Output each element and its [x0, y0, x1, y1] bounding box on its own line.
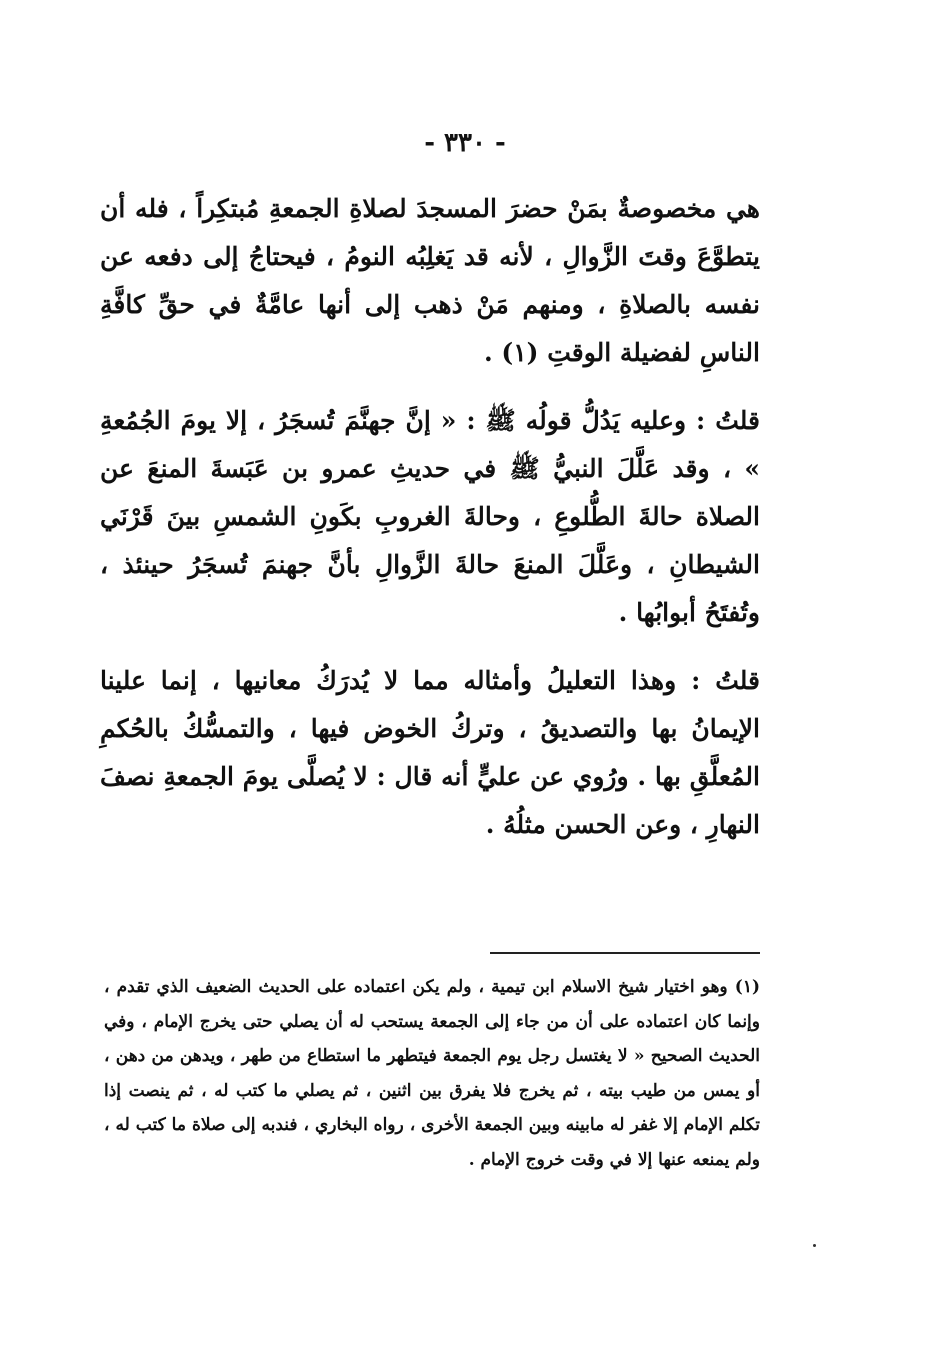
paragraph-1: هي مخصوصةٌ بمَنْ حضرَ المسجدَ لصلاةِ الجمعةِ مُبتكِراً ، فله أن يتطوَّعَ وقتَ الزَّوالِ ، لأنه قد يَغلِبُه النومُ ، فيحتاجُ إلى دفعه عن نفسه بالصلاةِ ، ومنهم مَنْ ذهب إلى أنها عامَّةٌ في حقِّ كافَّةِ الناسِ لفضيلة الوقتِ (١) . [100, 194, 760, 367]
scan-speck [813, 1244, 816, 1247]
main-text-body [100, 185, 760, 849]
paragraph-3: قلتُ : وهذا التعليلُ وأمثاله مما لا يُدرَكُ معانيها ، إنما علينا الإيمانُ بها والتصديقُ ، وتركُ الخوض فيها ، والتمسُّكُ بالحُكمِ المُعلَّقِ بها . ورُوي عن عليٍّ أنه قال : لا يُصلَّى يومَ الجمعةِ نصفَ النهارِ ، وعن الحسن مثلُهُ . [100, 666, 760, 839]
footnote [104, 970, 760, 1177]
footnote-separator [490, 952, 760, 954]
page-number: - ٣٣٠ - [424, 128, 506, 158]
paragraph-2: قلتُ : وعليه يَدُلُّ قولُه ﷺ : « إنَّ جهنَّمَ تُسجَرُ ، إلا يومَ الجُمُعةِ » ، وقد عَلَّلَ النبيُّ ﷺ في حديثِ عمرو بن عَبَسةَ المنعَ عن الصلاة حالةَ الطُّلوعِ ، وحالةَ الغروبِ بكَونِ الشمسِ بينَ قَرْنَي الشيطانِ ، وعَلَّلَ المنعَ حالةَ الزَّوالِ بأنَّ جهنمَ تُسجَرُ حينئذ ، وتُفتَحُ أبوابُها . [100, 406, 760, 627]
footnote-text: (١) وهو اختيار شيخ الاسلام ابن تيمية ، ولم يكن اعتماده على الحديث الضعيف الذي تقدم ، وإنما كان اعتماده على أن من جاء إلى الجمعة يستحب له أن يصلي حتى يخرج الإمام ، وفي الحديث الصحيح « لا يغتسل رجل يوم الجمعة فيتطهر ما استطاع من طهر ، ويدهن من دهن ، أو يمس من طيب بيته ، ثم يخرج فلا يفرق بين اثنين ، ثم يصلي ما كتب له ، ثم ينصت إذا تكلم الإمام إلا غفر له مابينه وبين الجمعة الأخرى ، رواه البخاري ، فندبه إلى صلاة ما كتب له ، ولم يمنعه عنها إلا في وقت خروج الإمام . [104, 977, 760, 1170]
